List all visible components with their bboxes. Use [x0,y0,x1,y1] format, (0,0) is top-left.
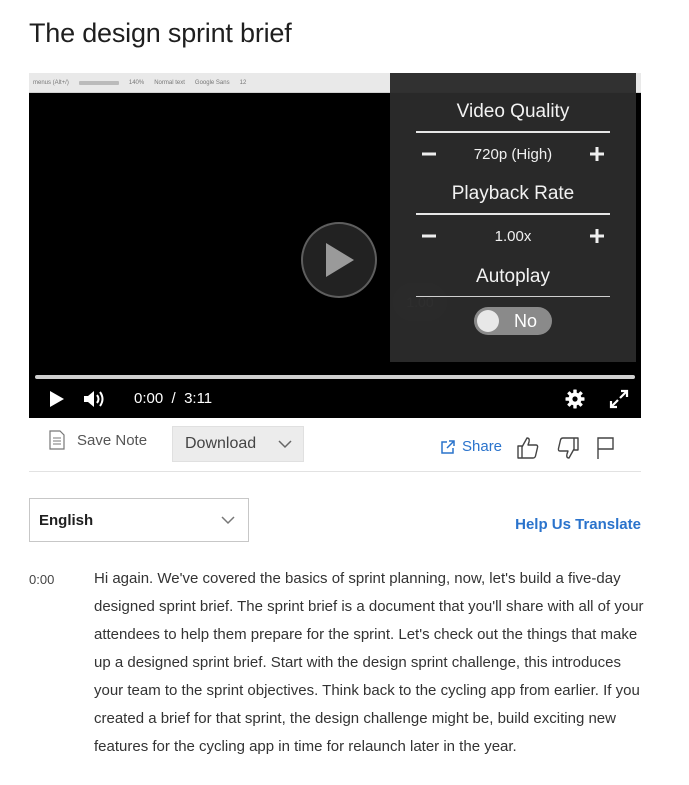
help-translate-link[interactable]: Help Us Translate [515,516,641,533]
minus-icon [421,146,437,162]
divider [29,471,641,472]
quality-decrease-button[interactable] [416,141,442,167]
quality-increase-button[interactable] [584,141,610,167]
settings-button[interactable] [564,388,586,410]
doc-strip-size: 12 [239,79,247,86]
transcript-timestamp[interactable]: 0:00 [29,572,55,587]
time-separator: / [171,390,176,407]
play-icon [322,241,356,279]
minus-icon [421,228,437,244]
rate-row [416,221,610,251]
video-toolbar [29,424,641,470]
autoplay-toggle[interactable] [474,307,552,335]
gear-icon [565,389,585,409]
note-icon [49,430,65,450]
video-player[interactable] [29,73,641,418]
download-dropdown[interactable] [172,426,304,462]
time-display [134,390,212,407]
toggle-knob [477,310,499,332]
settings-panel [390,73,636,362]
dislike-button[interactable] [556,436,580,465]
report-button[interactable] [596,436,616,465]
plus-icon [589,146,605,162]
volume-icon [83,389,107,409]
play-icon [49,390,65,408]
fullscreen-button[interactable] [608,388,630,410]
progress-bar[interactable] [35,375,635,379]
language-value: English [39,511,94,529]
thumbs-up-icon [516,436,540,460]
chevron-down-icon [220,513,236,527]
doc-strip-style: Normal text [154,79,185,86]
volume-button[interactable] [83,388,107,410]
rate-value: 1.00x [494,227,532,245]
share-label: Share [462,438,503,455]
language-select[interactable] [29,498,249,542]
doc-strip-text: menus (Alt+/) [33,79,69,86]
save-note-label: Save Note [77,431,148,449]
quality-row [416,139,610,169]
doc-strip-zoom: 140% [128,79,145,86]
doc-strip-font: Google Sans [194,79,230,86]
thumbs-down-icon [556,436,580,460]
divider [416,131,610,133]
current-time: 0:00 [134,390,164,407]
video-quality-title: Video Quality [456,101,570,122]
share-icon [440,439,456,455]
page-title: The design sprint brief [29,18,292,48]
fullscreen-icon [609,389,629,409]
playback-rate-title: Playback Rate [451,183,575,204]
download-label: Download [185,435,257,452]
share-button[interactable] [440,438,502,455]
big-play-button[interactable] [301,222,377,298]
duration: 3:11 [184,390,213,407]
flag-icon [596,436,616,460]
like-button[interactable] [516,436,540,465]
plus-icon [589,228,605,244]
save-note-button[interactable] [49,430,147,450]
autoplay-title: Autoplay [476,266,550,287]
video-controls [29,381,641,418]
divider [416,296,610,297]
quality-value: 720p (High) [473,145,553,163]
autoplay-value: No [514,311,538,331]
transcript-text[interactable]: Hi again. We've covered the basics of sprint planning, now, let's build a five-day designed sprint brief. The sprint brief is a document that you'll share with all of your attendees to help them prepare for the sprint. Let's check out the things that make up a designed sprint brief. Start with the design sprint challenge, this introduces your team to the sprint objectives. Think back to the cycling app from earlier. If you created a brief for that sprint, the design challenge might be, build exciting new features for the cycling app in time for relaunch later in the year. [94,570,644,755]
rate-increase-button[interactable] [584,223,610,249]
chevron-down-icon [277,437,293,451]
play-button[interactable] [47,389,67,409]
rate-decrease-button[interactable] [416,223,442,249]
divider [416,213,610,215]
